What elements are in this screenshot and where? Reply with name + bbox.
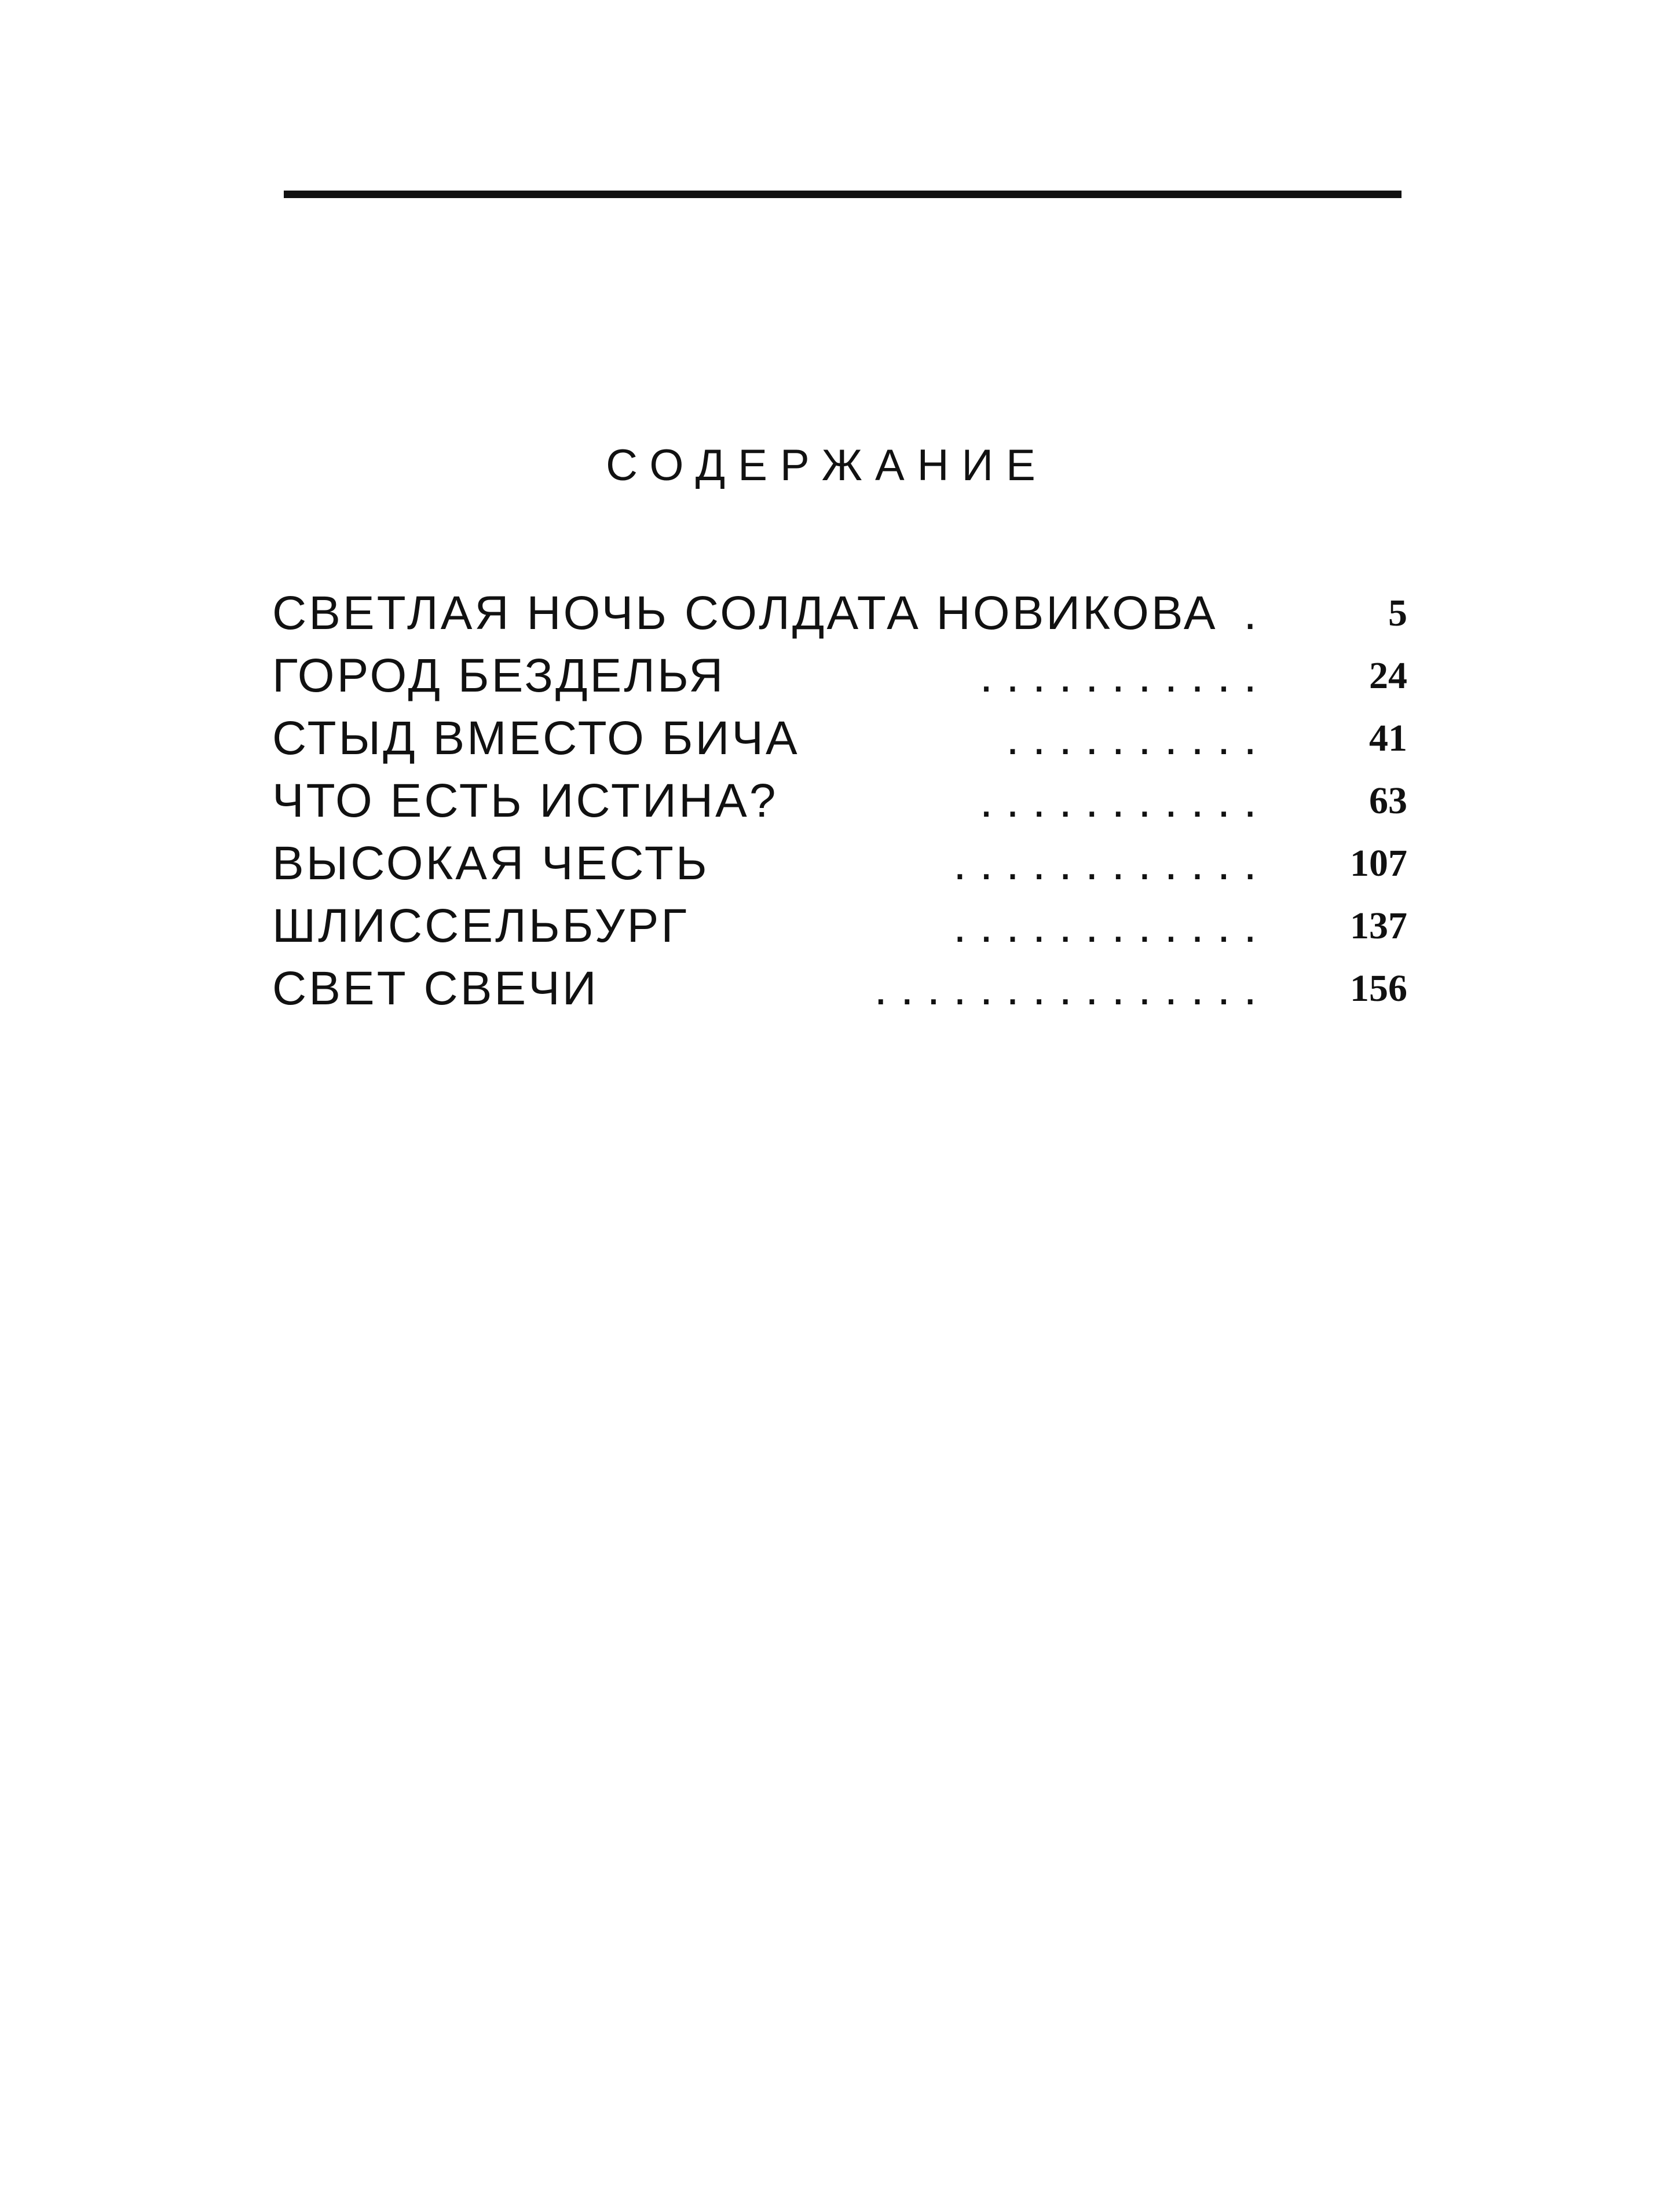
- table-of-contents: [272, 582, 1407, 1020]
- toc-entry-page: 156: [1350, 967, 1407, 1010]
- toc-entry-leader: . . . . . . . . . . . . . . .: [874, 962, 1257, 1015]
- toc-entry-leader: . . . . . . . . . . . .: [953, 837, 1257, 890]
- toc-entry-title: ЧТО ЕСТЬ ИСТИНА?: [272, 774, 778, 827]
- toc-entry-page: 107: [1350, 842, 1407, 884]
- toc-entry-leader: . . . . . . . . . .: [1006, 712, 1257, 765]
- toc-entry-page: 63: [1369, 780, 1407, 822]
- toc-entry-leader: .: [1243, 587, 1257, 639]
- toc-entry-leader: . . . . . . . . . . . .: [953, 900, 1257, 952]
- toc-entry-title: ШЛИССЕЛЬБУРГ: [272, 900, 689, 952]
- toc-entry-page: 5: [1388, 592, 1407, 634]
- toc-heading-text: СОДЕРЖАНИЕ: [606, 441, 1048, 490]
- toc-entry-page: 41: [1369, 717, 1407, 759]
- toc-entry[interactable]: [272, 832, 1407, 895]
- toc-entry[interactable]: [272, 645, 1407, 707]
- toc-entry[interactable]: [272, 707, 1407, 770]
- toc-entry-title: ГОРОД БЕЗДЕЛЬЯ: [272, 649, 726, 702]
- toc-entry-page: 24: [1369, 655, 1407, 697]
- toc-entry[interactable]: [272, 770, 1407, 832]
- toc-entry-leader: . . . . . . . . . . .: [979, 649, 1257, 702]
- toc-entry-leader: . . . . . . . . . . .: [979, 774, 1257, 827]
- toc-entry-page: 137: [1350, 905, 1407, 947]
- toc-entry[interactable]: [272, 957, 1407, 1020]
- toc-entry[interactable]: [272, 895, 1407, 957]
- toc-entry-title: СТЫД ВМЕСТО БИЧА: [272, 712, 800, 765]
- toc-heading: [0, 440, 1654, 491]
- toc-entry-title: СВЕТЛАЯ НОЧЬ СОЛДАТА НОВИКОВА: [272, 587, 1218, 639]
- top-rule: [284, 191, 1401, 198]
- toc-entry-title: ВЫСОКАЯ ЧЕСТЬ: [272, 837, 709, 890]
- toc-entry[interactable]: [272, 582, 1407, 645]
- toc-entry-title: СВЕТ СВЕЧИ: [272, 962, 599, 1015]
